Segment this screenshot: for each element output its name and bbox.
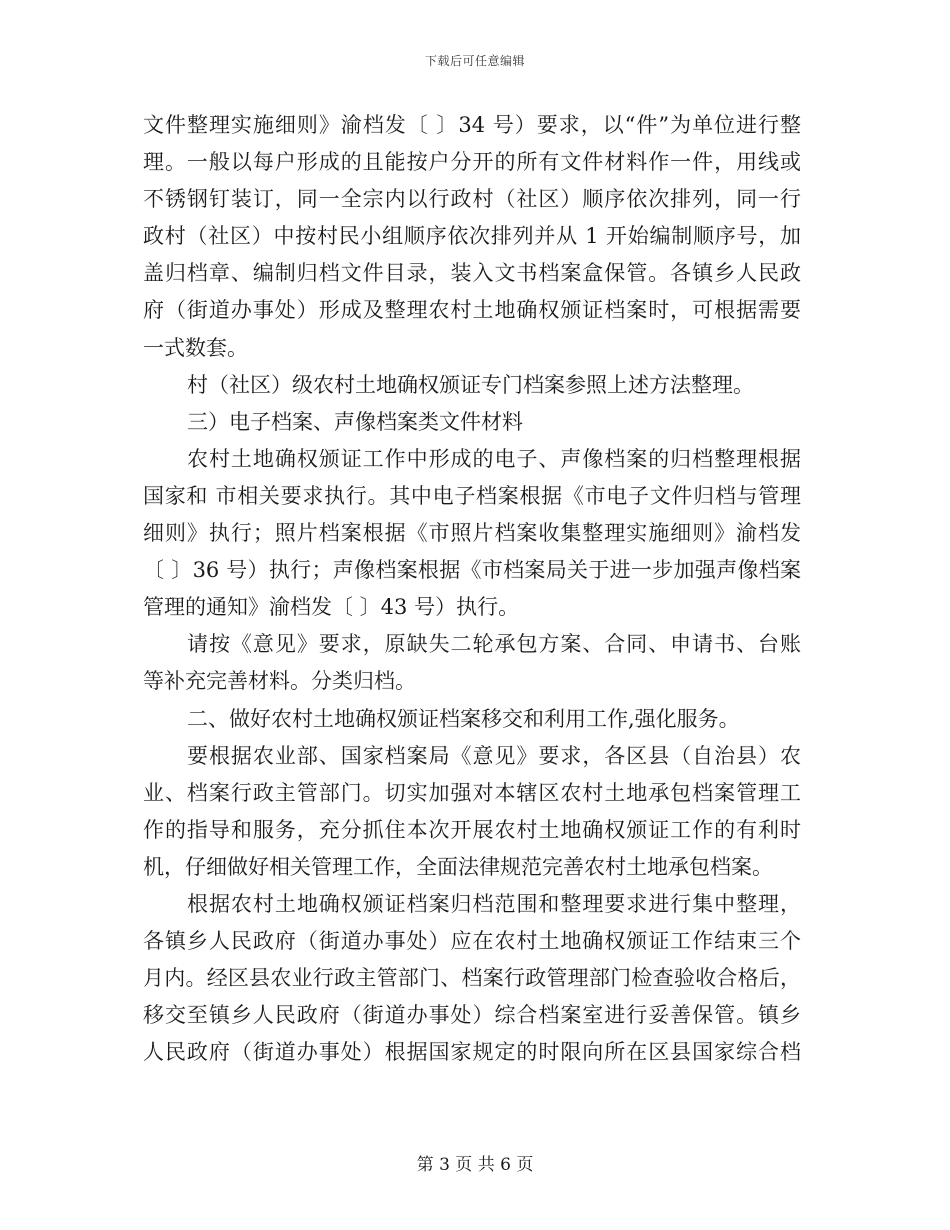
body-text (143, 107, 801, 1071)
text-line: 请按《意见》要求，原缺失二轮承包方案、合同、申请书、台账 (187, 632, 801, 657)
text-line: 农村土地确权颁证工作中形成的电子、声像档案的归档整理根据 (187, 446, 801, 471)
text-line: 管理的通知》渝档发〔 〕43 号）执行。 (143, 595, 520, 620)
paragraph (143, 107, 801, 367)
paragraph (143, 886, 801, 1071)
paragraph (143, 738, 801, 886)
text-line: 作的指导和服务，充分抓住本次开展农村土地确权颁证工作的有利时 (143, 817, 801, 842)
text-line: 人民政府（街道办事处）根据国家规定的时限向所在区县国家综合档 (143, 1040, 801, 1065)
paragraph (143, 626, 801, 700)
text-line: 府（街道办事处）形成及整理农村土地确权颁证档案时，可根据需要 (143, 298, 801, 323)
text-line: 三）电子档案、声像档案类文件材料 (187, 409, 523, 434)
paragraph (143, 367, 801, 404)
text-line: 机，仔细做好相关管理工作，全面法律规范完善农村土地承包档案。 (143, 854, 773, 879)
text-line: 〔 〕36 号）执行；声像档案根据《市档案局关于进一步加强声像档案 (143, 558, 801, 583)
section-heading (143, 701, 801, 738)
text-line: 要根据农业部、国家档案局《意见》要求，各区县（自治县）农 (187, 743, 801, 768)
text-line: 村（社区）级农村土地确权颁证专门档案参照上述方法整理。 (187, 372, 754, 397)
text-line: 一式数套。 (143, 335, 248, 360)
text-line: 细则》执行；照片档案根据《市照片档案收集整理实施细则》渝档发 (143, 521, 801, 546)
text-line: 根据农村土地确权颁证档案归档范围和整理要求进行集中整理， (187, 891, 801, 916)
paragraph (143, 441, 801, 626)
header-note: 下载后可任意编辑 (424, 54, 525, 68)
text-line: 各镇乡人民政府（街道办事处）应在农村土地确权颁证工作结束三个 (143, 929, 801, 954)
text-line: 月内。经区县农业行政主管部门、档案行政管理部门检查验收合格后， (143, 966, 801, 991)
text-line: 国家和 市相关要求执行。其中电子档案根据《市电子文件归档与管理 (143, 483, 801, 508)
text-line: 业、档案行政主管部门。切实加强对本辖区农村土地承包档案管理工 (143, 780, 801, 805)
text-line: 盖归档章、编制归档文件目录，装入文书档案盒保管。各镇乡人民政 (143, 261, 801, 286)
text-line: 移交至镇乡人民政府（街道办事处）综合档案室进行妥善保管。镇乡 (143, 1003, 801, 1028)
text-line: 不锈钢钉装订，同一全宗内以行政村（社区）顺序依次排列，同一行 (143, 187, 801, 212)
text-line: 二、做好农村土地确权颁证档案移交和利用工作,强化服务。 (187, 706, 740, 731)
text-line: 等补充完善材料。分类归档。 (143, 669, 416, 694)
text-line: 文件整理实施细则》渝档发〔 〕34 号）要求，以“件”为单位进行整 (143, 113, 801, 137)
page-number-footer: 第 3 页 共 6 页 (416, 1155, 534, 1175)
section-heading (143, 404, 801, 441)
text-line: 理。一般以每户形成的且能按户分开的所有文件材料作一件，用线或 (143, 150, 801, 175)
text-line: 政村（社区）中按村民小组顺序依次排列并从 1 开始编制顺序号，加 (143, 224, 801, 249)
